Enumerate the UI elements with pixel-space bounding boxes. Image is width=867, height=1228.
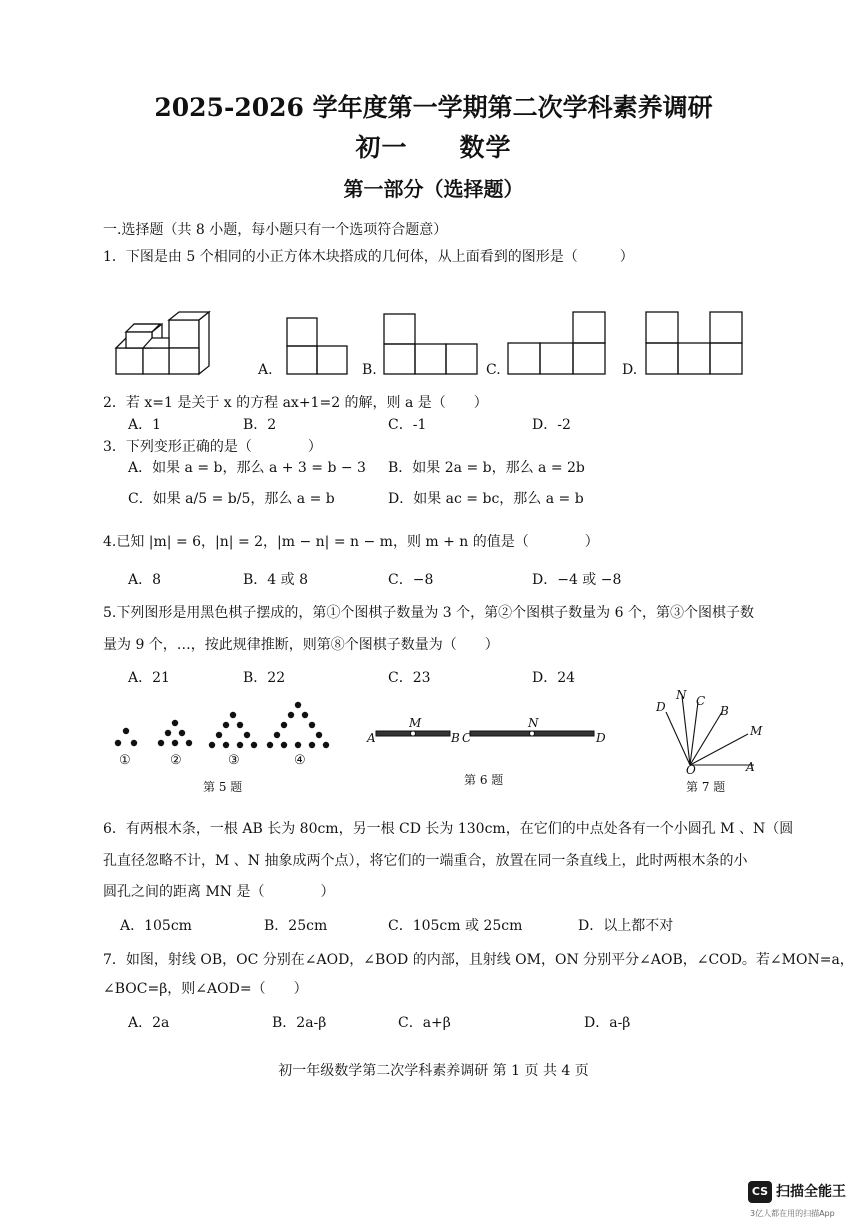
q4-option-c: C．−8 xyxy=(388,572,434,588)
fig7-label-a: A xyxy=(746,760,755,774)
q6-line1: 6．有两根木条，一根 AB 长为 80cm，另一根 CD 长为 130cm，在它们的中点处各有一个小圆孔 M 、N（圆 xyxy=(103,821,794,837)
q3-option-a: A．如果 a = b，那么 a + 3 = b − 3 xyxy=(128,460,366,476)
q4-stem: 4.已知 |m| = 6，|n| = 2，|m − n| = n − m，则 m + n 的值是（ ） xyxy=(103,534,599,550)
q1-option-a: A. xyxy=(258,362,273,378)
q2-option-c: C．-1 xyxy=(388,417,427,433)
q5-option-c: C．23 xyxy=(388,670,431,686)
q2-stem: 2．若 x=1 是关于 x 的方程 ax+1=2 的解，则 a 是（ ） xyxy=(103,395,488,411)
q3-option-c: C．如果 a/5 = b/5，那么 a = b xyxy=(128,491,335,507)
q3-option-b: B．如果 2a = b，那么 a = 2b xyxy=(388,460,585,476)
q5-stem-line2: 量为 9 个，…，按此规律推断，则第⑧个图棋子数量为（ ） xyxy=(103,637,499,653)
scanner-tagline: 3亿人都在用的扫描App xyxy=(750,1209,835,1218)
part-heading: 第一部分（选择题） xyxy=(343,177,524,201)
scanner-logo-icon: CS xyxy=(748,1181,772,1203)
fig6-sticks xyxy=(372,728,604,740)
q1-solid-figure xyxy=(112,310,212,376)
section-heading: 一.选择题（共 8 小题，每小题只有一个选项符合题意） xyxy=(103,222,448,238)
q6-line3: 圆孔之间的距离 MN 是（ ） xyxy=(103,884,335,900)
q7-option-c: C．a+β xyxy=(398,1015,451,1031)
fig6-label-c: C xyxy=(462,731,472,745)
q1-option-b: B. xyxy=(362,362,377,378)
q6-option-a: A．105cm xyxy=(120,918,192,934)
q3-option-d: D．如果 ac = bc，那么 a = b xyxy=(388,491,584,507)
fig6-label-b: B xyxy=(451,731,460,745)
q4-option-b: B．4 或 8 xyxy=(243,572,309,588)
q5-stem-line1: 5.下列图形是用黑色棋子摆成的，第①个图棋子数量为 3 个，第②个图棋子数量为 6 个，第③个图棋子数 xyxy=(103,605,754,621)
q2-option-d: D．-2 xyxy=(532,417,571,433)
q7-line2: ∠BOC=β，则∠AOD=（ ） xyxy=(103,981,308,997)
exam-title: 2025-2026 学年度第一学期第二次学科素养调研 xyxy=(154,93,713,122)
q7-option-b: B．2a-β xyxy=(272,1015,327,1031)
q5-option-b: B．22 xyxy=(243,670,286,686)
fig5-label-2: ② xyxy=(170,753,182,768)
q1-option-d: D. xyxy=(622,362,638,378)
q2-option-b: B．2 xyxy=(243,417,277,433)
fig5-caption: 第 5 题 xyxy=(203,780,243,794)
q3-stem: 3．下列变形正确的是（ ） xyxy=(103,439,322,455)
fig7-label-d: D xyxy=(656,700,666,714)
q1-option-a-figure xyxy=(286,317,348,377)
q4-option-a: A．8 xyxy=(128,572,162,588)
q7-option-a: A．2a xyxy=(128,1015,170,1031)
q6-option-c: C．105cm 或 25cm xyxy=(388,918,523,934)
fig7-label-n: N xyxy=(676,688,687,702)
fig6-label-m: M xyxy=(409,716,422,730)
fig7-label-o: O xyxy=(686,763,696,777)
q6-option-d: D．以上都不对 xyxy=(578,918,674,934)
fig6-label-a: A xyxy=(367,731,376,745)
fig6-label-n: N xyxy=(528,716,539,730)
q1-option-b-figure xyxy=(383,313,479,375)
fig6-caption: 第 6 题 xyxy=(464,773,504,787)
q1-stem: 1．下图是由 5 个相同的小正方体木块搭成的几何体，从上面看到的图形是（ ） xyxy=(103,249,634,265)
fig7-label-c: C xyxy=(696,694,706,708)
q5-option-d: D．24 xyxy=(532,670,576,686)
q1-option-c-figure xyxy=(507,311,607,375)
q2-option-a: A．1 xyxy=(128,417,162,433)
q5-option-a: A．21 xyxy=(128,670,170,686)
scanner-app-name: 扫描全能王 xyxy=(776,1184,846,1200)
q4-option-d: D．−4 或 −8 xyxy=(532,572,622,588)
fig5-label-3: ③ xyxy=(228,753,240,768)
fig6-label-d: D xyxy=(596,731,606,745)
page-footer: 初一年级数学第二次学科素养调研 第 1 页 共 4 页 xyxy=(278,1063,589,1079)
scanner-watermark xyxy=(748,1178,858,1224)
fig7-label-m: M xyxy=(750,724,763,738)
q7-line1: 7．如图，射线 OB，OC 分别在∠AOD，∠BOD 的内部，且射线 OM，ON 分别平分∠AOB，∠COD。若∠MON=a， xyxy=(103,952,854,968)
fig5-label-4: ④ xyxy=(294,753,306,768)
q1-option-c: C. xyxy=(486,362,501,378)
fig5-label-1: ① xyxy=(119,753,131,768)
q6-line2: 孔直径忽略不计，M 、N 抽象成两个点），将它们的一端重合，放置在同一条直线上，此时两根木条的小 xyxy=(103,853,748,869)
q1-option-d-figure xyxy=(645,311,743,375)
q7-option-d: D．a-β xyxy=(584,1015,631,1031)
fig7-label-b: B xyxy=(720,704,729,718)
q6-option-b: B．25cm xyxy=(264,918,328,934)
exam-subject: 初一 数学 xyxy=(355,133,512,162)
fig7-caption: 第 7 题 xyxy=(686,780,726,794)
